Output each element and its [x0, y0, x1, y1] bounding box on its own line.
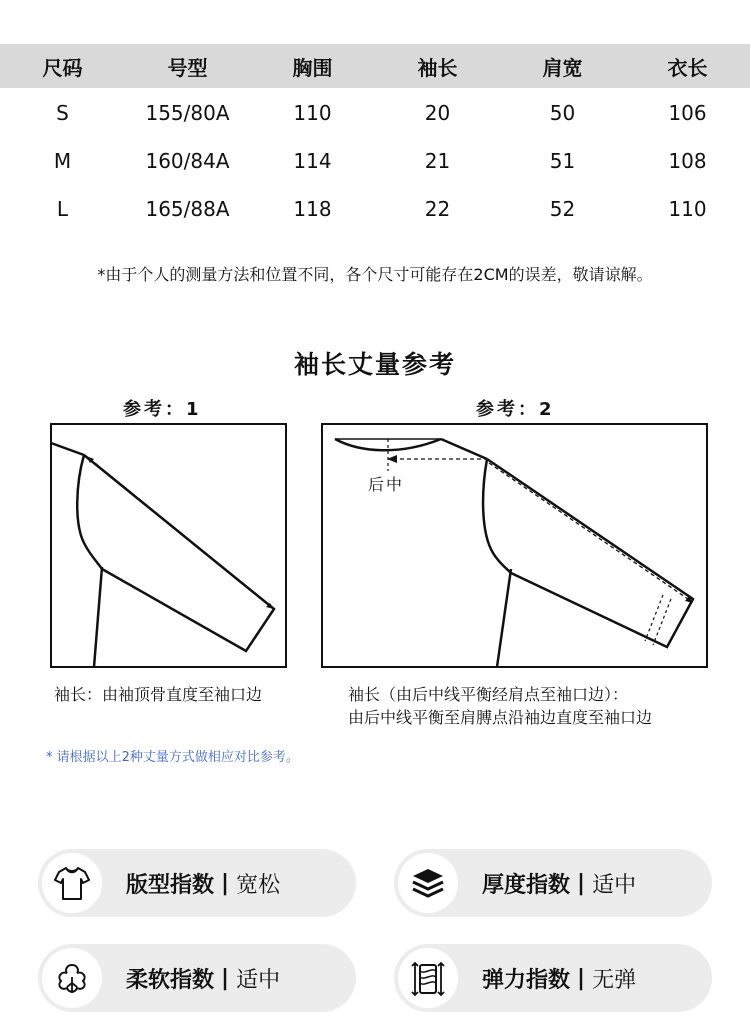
cell: 106	[668, 101, 707, 125]
table-row	[0, 137, 750, 185]
measurement-note: *由于个人的测量方法和位置不同，各个尺寸可能存在2CM的误差，敬请谅解。	[97, 265, 653, 284]
cell: 108	[668, 149, 707, 173]
cell: S	[56, 101, 69, 125]
fit-index-card	[38, 849, 356, 917]
index-separator: |	[577, 965, 586, 991]
cell: 118	[293, 197, 332, 221]
index-value: 适中	[236, 967, 281, 993]
cell: 20	[424, 101, 451, 125]
index-label: 厚度指数	[482, 872, 571, 898]
caption-reference-2-line1: 袖长（由后中线平衡经肩点至袖口边）：	[348, 685, 629, 704]
comparison-tip: * 请根据以上2种丈量方式做相应对比参考。	[46, 750, 299, 765]
softness-index-card	[38, 944, 356, 1012]
sleeve-diagram-1	[50, 423, 287, 668]
reference-1-label: 参考：1	[123, 399, 202, 420]
cell: 50	[549, 101, 576, 125]
cell: 114	[293, 149, 332, 173]
back-center-marker: 后中	[368, 475, 405, 494]
cell: 165/88A	[145, 197, 230, 221]
thickness-index-card	[394, 849, 712, 917]
index-label: 版型指数	[126, 872, 215, 898]
reference-2-label: 参考：2	[476, 399, 555, 420]
cell: 155/80A	[145, 101, 230, 125]
table-row	[0, 89, 750, 137]
header-length: 衣长	[667, 55, 708, 80]
cell: 21	[424, 149, 451, 173]
size-table	[0, 44, 750, 233]
header-sleeve: 袖长	[417, 55, 458, 80]
stretch-icon	[407, 957, 449, 999]
index-separator: |	[577, 870, 586, 896]
cell: 110	[668, 197, 707, 221]
index-label: 弹力指数	[482, 967, 571, 993]
cotton-icon	[51, 957, 93, 999]
size-table-header	[0, 44, 750, 88]
index-value: 无弹	[592, 967, 637, 993]
header-shoulder: 肩宽	[542, 55, 583, 80]
tshirt-icon	[52, 863, 92, 903]
index-separator: |	[221, 870, 230, 896]
index-separator: |	[221, 965, 230, 991]
index-value: 适中	[592, 872, 637, 898]
header-chest: 胸围	[292, 55, 333, 80]
caption-reference-2-line2: 由后中线平衡至肩膊点沿袖边直度至袖口边	[348, 708, 653, 727]
header-size: 尺码	[42, 55, 83, 80]
cell: L	[56, 197, 69, 221]
index-label: 柔软指数	[126, 967, 215, 993]
cell: 51	[549, 149, 576, 173]
section-title: 袖长丈量参考	[293, 350, 456, 379]
cell: 22	[424, 197, 451, 221]
cell: 160/84A	[145, 149, 230, 173]
layers-icon	[408, 863, 448, 903]
index-value: 宽松	[236, 872, 281, 898]
caption-reference-1: 袖长：由袖顶骨直度至袖口边	[54, 685, 263, 704]
sleeve-diagram-2	[321, 423, 708, 668]
cell: 110	[293, 101, 332, 125]
elasticity-index-card	[394, 944, 712, 1012]
header-fit-code: 号型	[167, 55, 208, 80]
cell: M	[53, 149, 72, 173]
cell: 52	[549, 197, 576, 221]
table-row	[0, 185, 750, 233]
